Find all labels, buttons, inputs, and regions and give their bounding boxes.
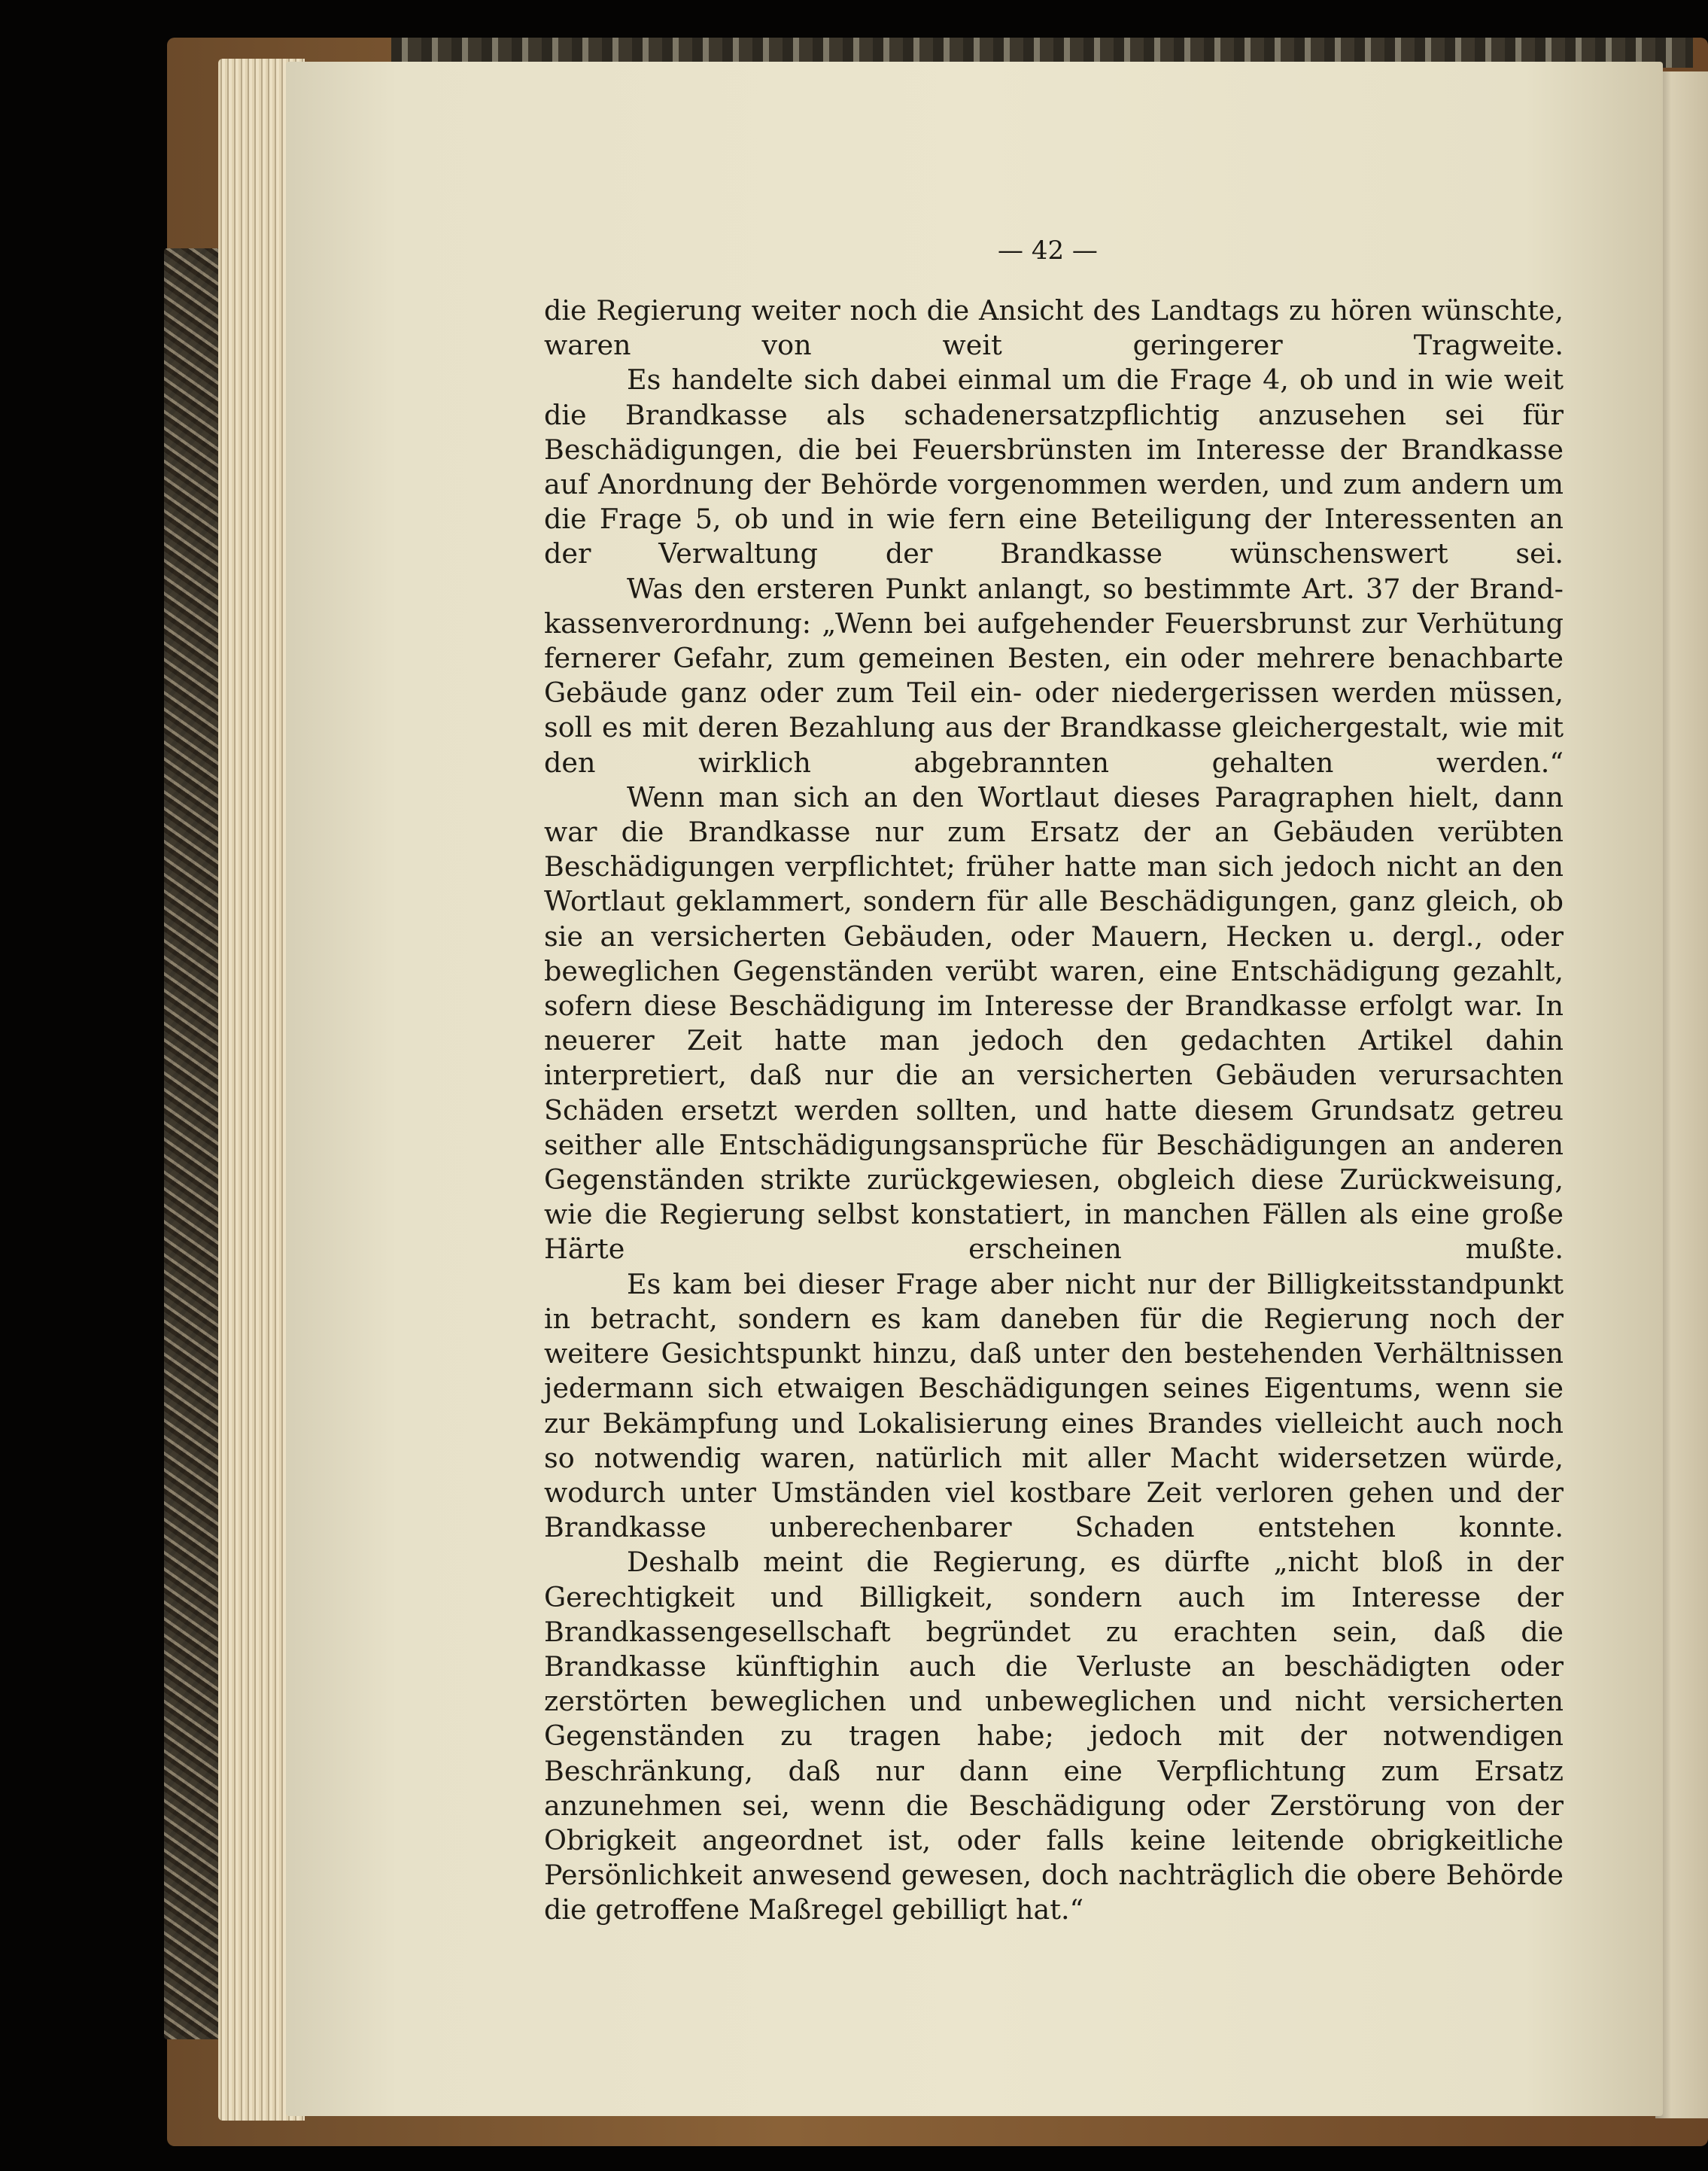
page-number: — 42 — [998, 236, 1098, 266]
paragraph: Was den ersteren Punkt anlangt, so bestimmte Art. 37 der Brand-kassenverordnung: „Wenn bei aufgehender Feuersbrunst zur Verhütung fernerer Gefahr, zum gemeinen Besten, ein oder mehrere benachbarte Gebäude ganz oder zum Teil ein- oder niedergerissen werden müssen, soll es mit deren Bezahlung aus der Brandkasse gleichergestalt, wie mit den wirklich abgebrannten gehalten werden.“ [544, 572, 1564, 779]
page-body [544, 293, 1564, 1928]
facing-page-edge [1655, 71, 1708, 2118]
paragraph: Wenn man sich an den Wortlaut dieses Paragraphen hielt, dann war die Brandkasse nur zum Ersatz der an Gebäuden verübten Beschädigungen verpflichtet; früher hatte man sich jedoch nicht an den Wortlaut geklammert, sondern für alle Beschädigungen, ganz gleich, ob sie an versicherten Gebäuden, oder Mauern, Hecken u. dergl., oder beweglichen Gegenständen verübt waren, eine Entschädigung gezahlt, sofern diese Beschädigung im Interesse der Brandkasse erfolgt war. In neuerer Zeit hatte man jedoch den gedachten Artikel dahin interpretiert, daß nur die an versicherten Gebäuden verursachten Schäden ersetzt werden sollten, und hatte diesem Grundsatz getreu seither alle Entschädigungsansprüche für Beschädigungen an anderen Gegenständen strikte zurückgewiesen, obgleich diese Zurückweisung, wie die Regierung selbst konstatiert, in manchen Fällen als eine große Härte erscheinen mußte. [544, 780, 1564, 1266]
paragraph: Es kam bei dieser Frage aber nicht nur der Billigkeitsstandpunkt in betracht, sondern es kam daneben für die Regierung noch der weitere Gesichtspunkt hinzu, daß unter den bestehenden Verhältnissen jedermann sich etwaigen Beschädigungen seines Eigentums, wenn sie zur Bekämpfung und Lokalisierung eines Brandes vielleicht auch noch so notwendig waren, natürlich mit aller Macht widersetzen würde, wodurch unter Umständen viel kostbare Zeit verloren gehen und der Brandkasse unberechenbarer Schaden entstehen konnte. [544, 1267, 1564, 1544]
paragraph: die Regierung weiter noch die Ansicht des Landtags zu hören wünschte, waren von weit geringerer Tragweite. [544, 294, 1564, 362]
paragraph: Deshalb meint die Regierung, es dürfte „nicht bloß in der Gerechtigkeit und Billigkeit, sondern auch im Interesse der Brandkassengesellschaft begründet zu erachten sein, daß die Brandkasse künftighin auch die Verluste an beschädigten oder zerstörten beweglichen und unbeweglichen und nicht versicherten Gegenständen zu tragen habe; jedoch mit der notwendigen Beschränkung, daß nur dann eine Verpflichtung zum Ersatz anzunehmen sei, wenn die Beschädigung oder Zerstörung von der Obrigkeit angeordnet ist, oder falls keine leitende obrigkeitliche Persönlichkeit anwesend gewesen, doch nachträglich die obere Behörde die getroffene Maßregel gebilligt hat.“ [544, 1546, 1564, 1926]
paragraph: Es handelte sich dabei einmal um die Frage 4, ob und in wie weit die Brandkasse als schadenersatzpflichtig anzusehen sei für Beschädigungen, die bei Feuersbrünsten im Interesse der Brandkasse auf Anordnung der Behörde vorgenommen werden, und zum andern um die Frage 5, ob und in wie fern eine Beteiligung der Interessenten an der Verwaltung der Brandkasse wünschenswert sei. [544, 363, 1564, 570]
